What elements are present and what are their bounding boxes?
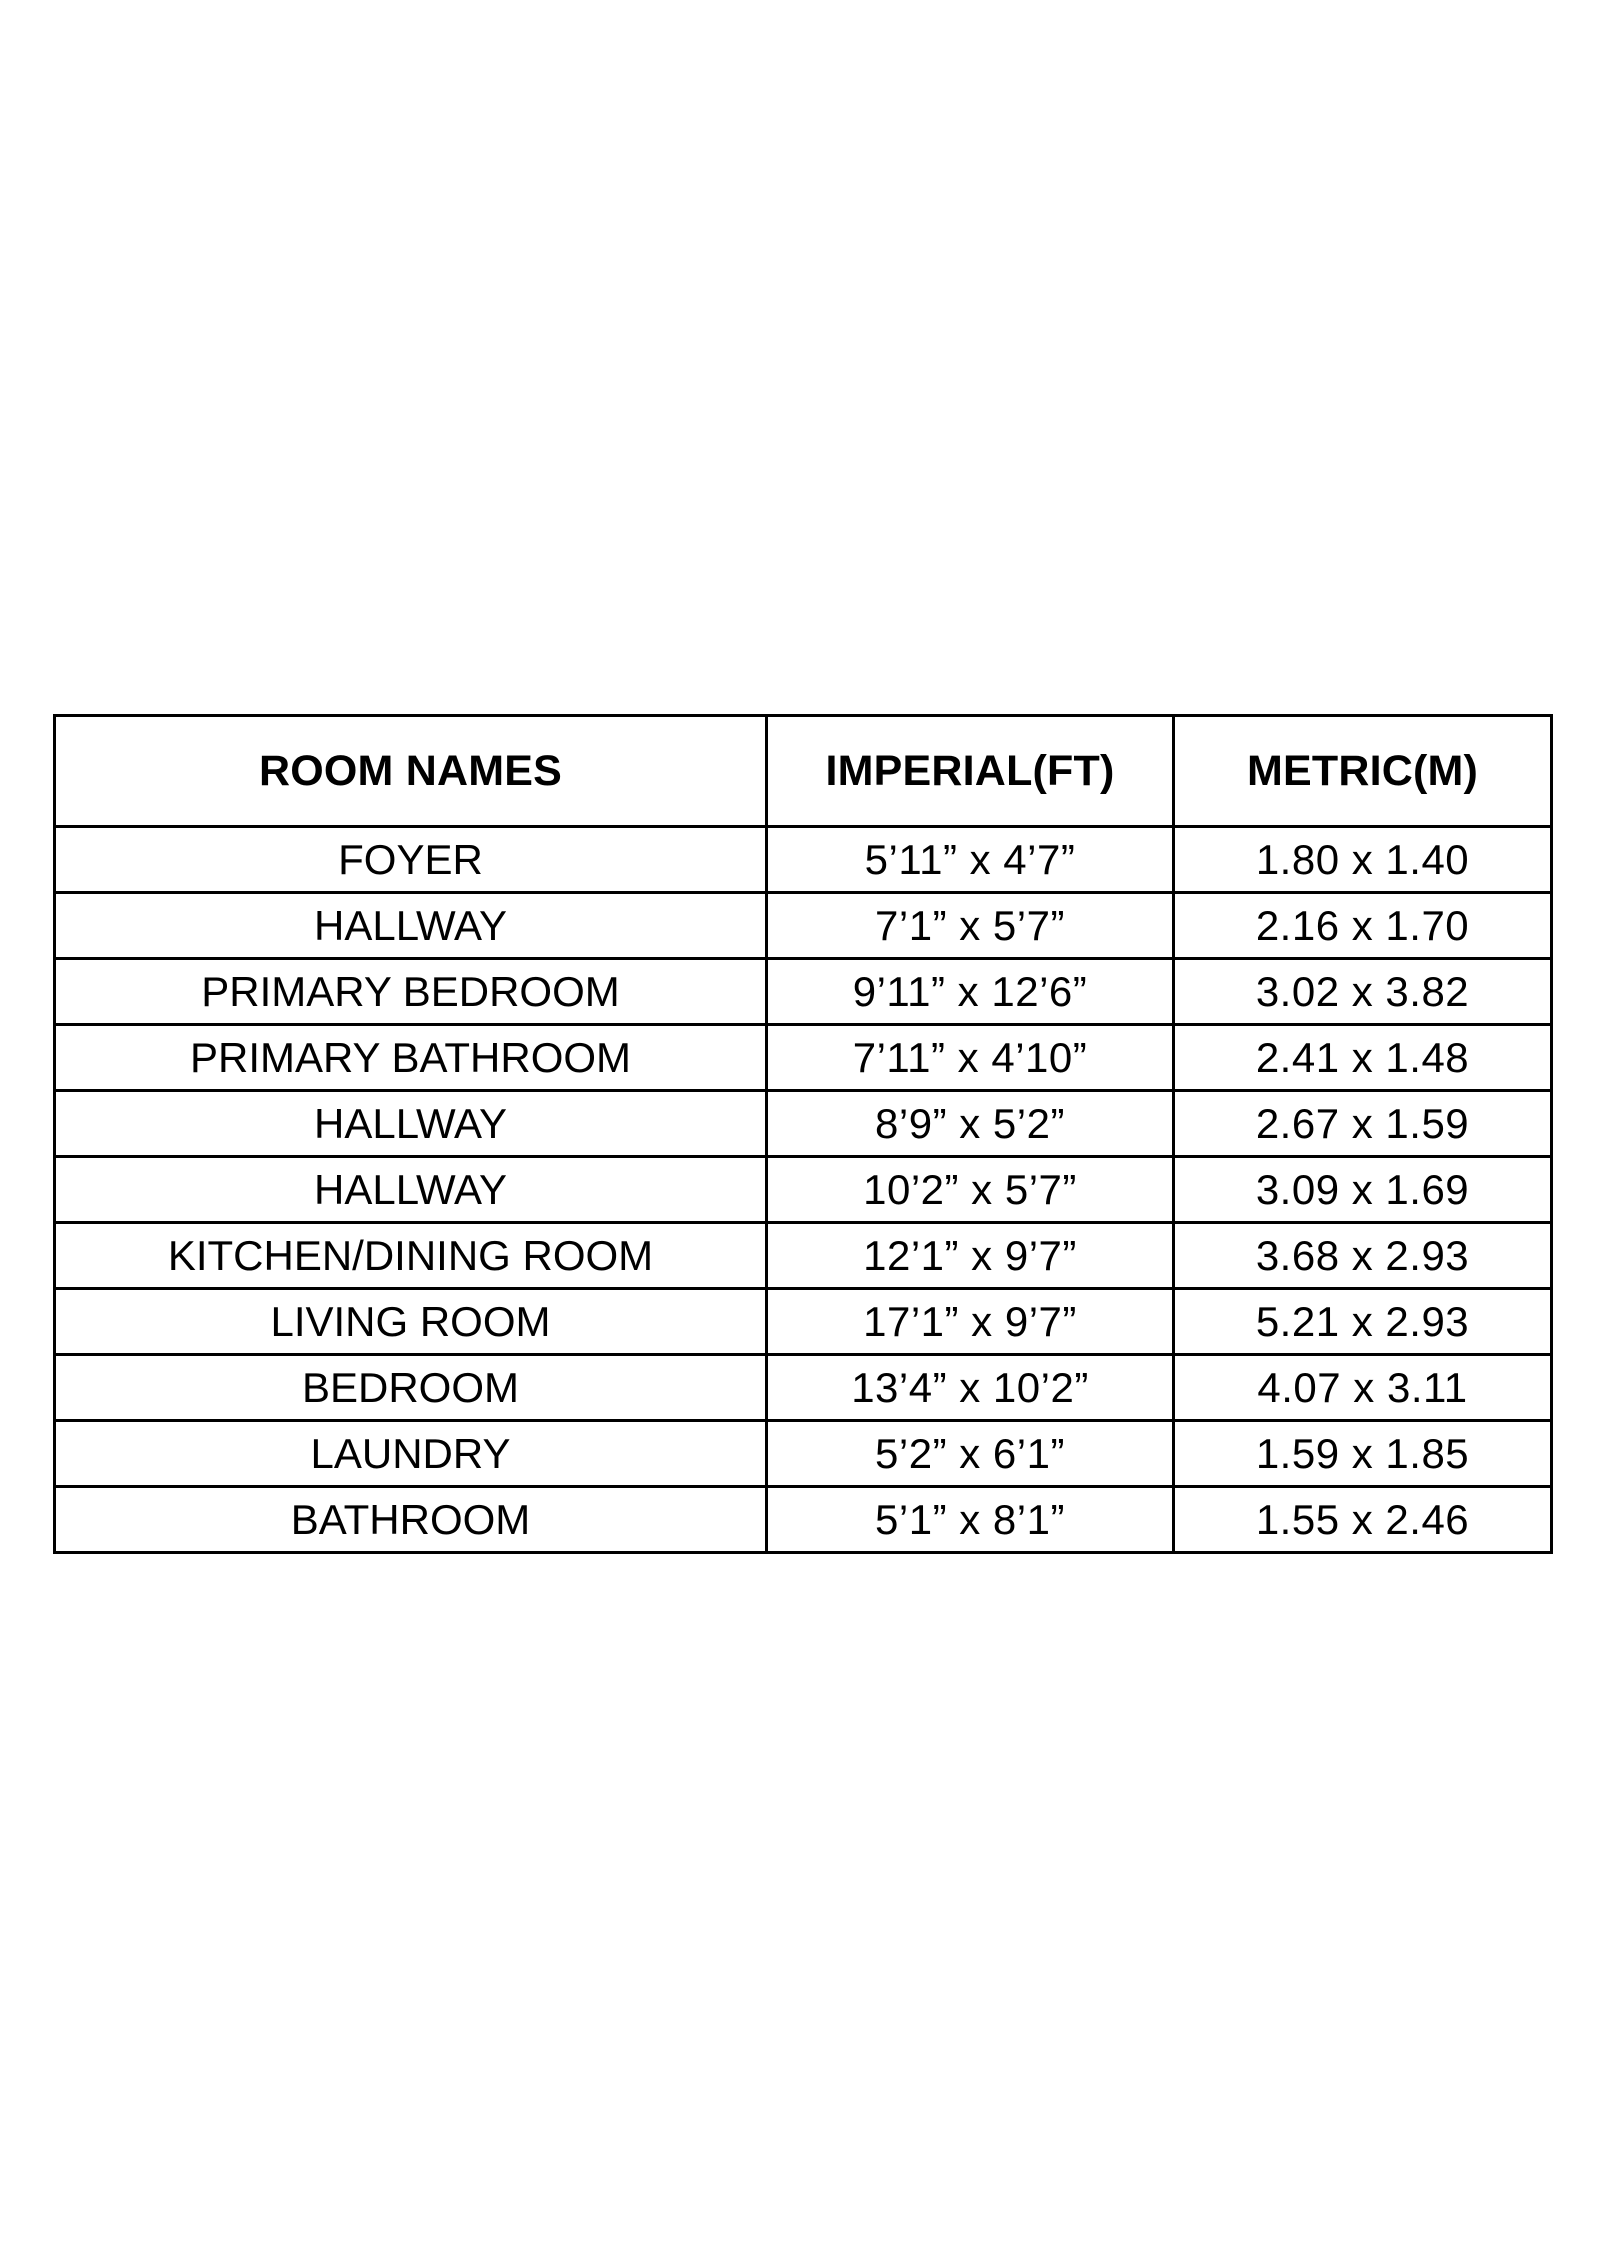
table-row <box>55 1421 1552 1487</box>
metric-cell: 1.80 x 1.40 <box>1174 827 1552 893</box>
imperial-cell: 5’2” x 6’1” <box>767 1421 1174 1487</box>
table-row <box>55 1223 1552 1289</box>
table-row <box>55 1487 1552 1553</box>
imperial-cell: 5’1” x 8’1” <box>767 1487 1174 1553</box>
room-name-cell: HALLWAY <box>55 893 767 959</box>
table-row <box>55 1025 1552 1091</box>
header-metric: METRIC(M) <box>1174 716 1552 827</box>
table-row <box>55 1289 1552 1355</box>
metric-cell: 4.07 x 3.11 <box>1174 1355 1552 1421</box>
imperial-cell: 5’11” x 4’7” <box>767 827 1174 893</box>
table-row <box>55 1355 1552 1421</box>
imperial-cell: 17’1” x 9’7” <box>767 1289 1174 1355</box>
room-name-cell: BATHROOM <box>55 1487 767 1553</box>
metric-cell: 2.16 x 1.70 <box>1174 893 1552 959</box>
metric-cell: 2.41 x 1.48 <box>1174 1025 1552 1091</box>
room-name-cell: HALLWAY <box>55 1157 767 1223</box>
imperial-cell: 9’11” x 12’6” <box>767 959 1174 1025</box>
imperial-cell: 7’1” x 5’7” <box>767 893 1174 959</box>
room-name-cell: PRIMARY BATHROOM <box>55 1025 767 1091</box>
room-name-cell: LAUNDRY <box>55 1421 767 1487</box>
metric-cell: 5.21 x 2.93 <box>1174 1289 1552 1355</box>
table-row <box>55 827 1552 893</box>
table-row <box>55 959 1552 1025</box>
metric-cell: 2.67 x 1.59 <box>1174 1091 1552 1157</box>
metric-cell: 1.59 x 1.85 <box>1174 1421 1552 1487</box>
imperial-cell: 10’2” x 5’7” <box>767 1157 1174 1223</box>
room-name-cell: FOYER <box>55 827 767 893</box>
metric-cell: 3.09 x 1.69 <box>1174 1157 1552 1223</box>
table-row <box>55 1091 1552 1157</box>
imperial-cell: 13’4” x 10’2” <box>767 1355 1174 1421</box>
metric-cell: 1.55 x 2.46 <box>1174 1487 1552 1553</box>
room-name-cell: HALLWAY <box>55 1091 767 1157</box>
room-name-cell: KITCHEN/DINING ROOM <box>55 1223 767 1289</box>
metric-cell: 3.68 x 2.93 <box>1174 1223 1552 1289</box>
imperial-cell: 7’11” x 4’10” <box>767 1025 1174 1091</box>
metric-cell: 3.02 x 3.82 <box>1174 959 1552 1025</box>
room-name-cell: LIVING ROOM <box>55 1289 767 1355</box>
room-name-cell: PRIMARY BEDROOM <box>55 959 767 1025</box>
table-row <box>55 893 1552 959</box>
table-row <box>55 1157 1552 1223</box>
imperial-cell: 12’1” x 9’7” <box>767 1223 1174 1289</box>
room-dimensions-table <box>53 714 1553 1554</box>
imperial-cell: 8’9” x 5’2” <box>767 1091 1174 1157</box>
room-name-cell: BEDROOM <box>55 1355 767 1421</box>
header-room-names: ROOM NAMES <box>55 716 767 827</box>
table-header-row <box>55 716 1552 827</box>
header-imperial: IMPERIAL(FT) <box>767 716 1174 827</box>
